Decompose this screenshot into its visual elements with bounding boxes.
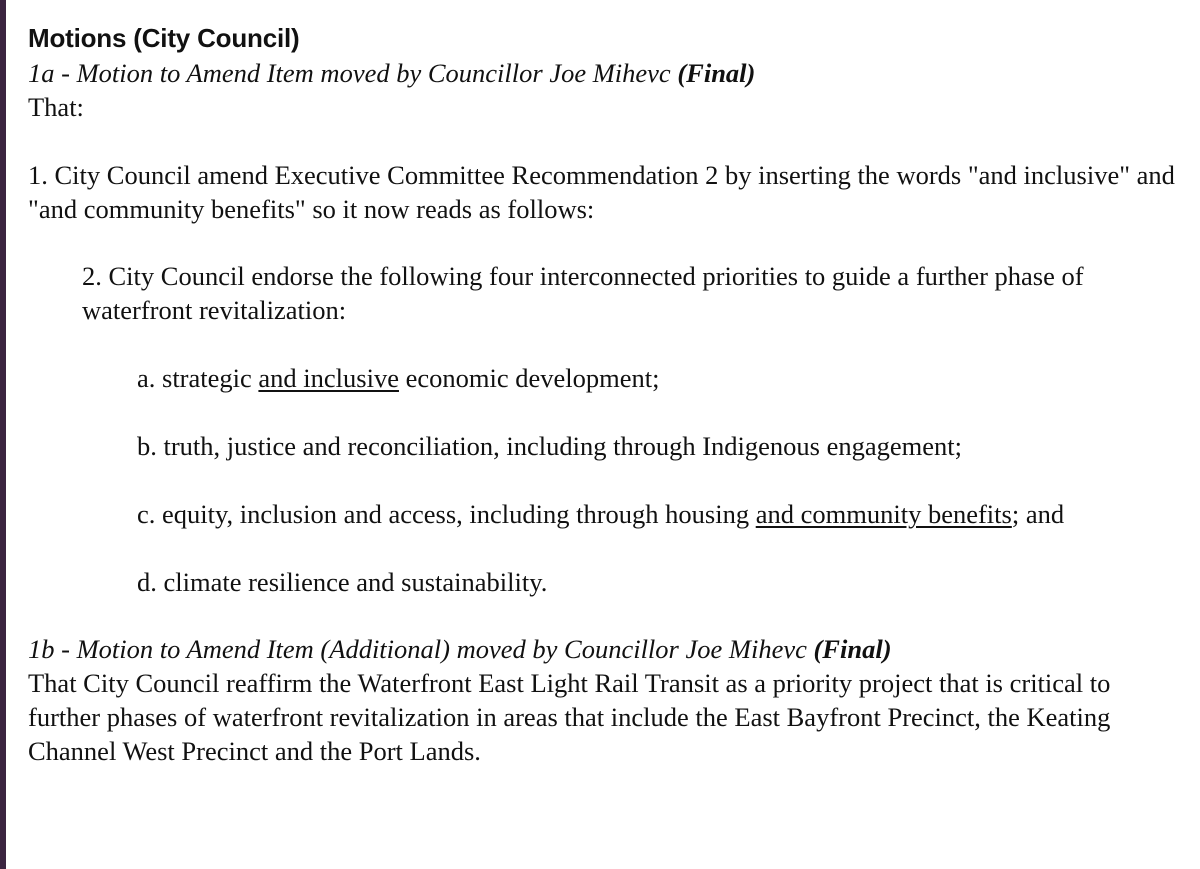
motion-status: (Final) [677, 58, 756, 88]
motion-1a [28, 56, 1188, 599]
list-item [137, 497, 1188, 531]
amendment-paragraph: 1. City Council amend Executive Committee Recommendation 2 by inserting the words "and inclusive" and "and community benefits" so it now reads as follows: [28, 160, 1175, 224]
motions-document [28, 20, 1188, 768]
list-item-text: economic development; [398, 363, 660, 393]
section-title: Motions (City Council) [28, 23, 300, 53]
list-item: b. truth, justice and reconciliation, including through Indigenous engagement; [137, 431, 962, 461]
motion-heading-text: 1a - Motion to Amend Item moved by Councillor Joe Mihevc [28, 58, 671, 88]
motion-intro: That: [28, 92, 84, 122]
list-item [137, 361, 1188, 395]
motion-heading [28, 56, 1188, 90]
list-item-text: ; and [1011, 499, 1065, 529]
list-item-text: a. strategic [137, 363, 259, 393]
list-item-text: c. equity, inclusion and access, including through housing [137, 499, 756, 529]
inserted-text: and inclusive [258, 363, 399, 393]
inserted-text: and community benefits [755, 499, 1012, 529]
list-item: d. climate resilience and sustainability. [137, 567, 548, 597]
motion-1b [28, 632, 1188, 768]
left-border-bar [0, 0, 6, 869]
motion-status: (Final) [813, 634, 892, 664]
motion-body: That City Council reaffirm the Waterfront East Light Rail Transit as a priority project that is critical to further phases of waterfront revitalization in areas that include the East Bayfront Precinct, the Keating Channel West Precinct and the Port Lands. [28, 668, 1111, 766]
priority-list [137, 361, 1188, 599]
recommendation-2-text: 2. City Council endorse the following four interconnected priorities to guide a further phase of waterfront revitalization: [82, 261, 1084, 325]
motion-heading [28, 632, 1188, 666]
motion-heading-text: 1b - Motion to Amend Item (Additional) moved by Councillor Joe Mihevc [28, 634, 807, 664]
